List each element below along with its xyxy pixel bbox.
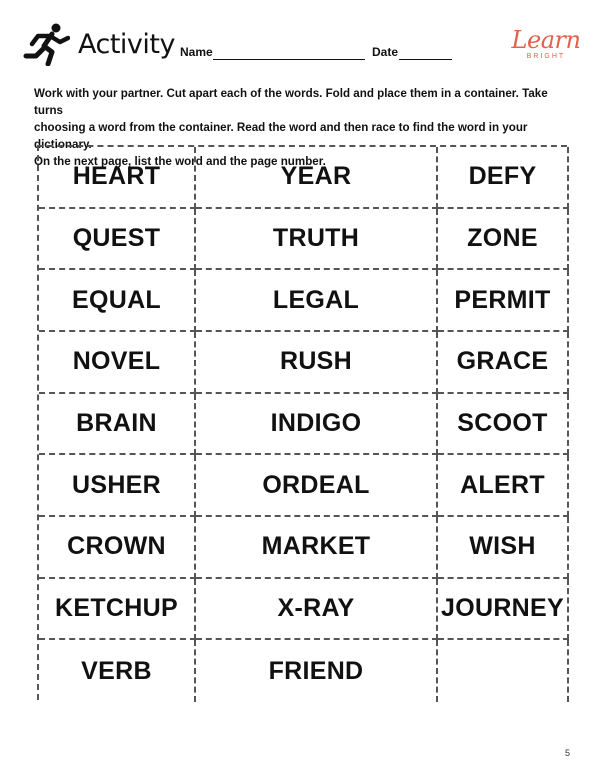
name-label: Name (180, 45, 213, 59)
name-field[interactable] (213, 59, 365, 60)
word-card: WISH (438, 517, 569, 579)
word-card: DEFY (438, 147, 569, 209)
worksheet-header (0, 0, 600, 80)
word-card: PERMIT (438, 270, 569, 332)
word-card: CROWN (39, 517, 196, 579)
word-card: ORDEAL (196, 455, 438, 517)
word-card (438, 640, 569, 702)
page-number: 5 (565, 748, 571, 758)
instruction-line: On the next page, list the word and the page number. (34, 155, 326, 168)
word-card: USHER (39, 455, 196, 517)
instruction-line: Work with your partner. Cut apart each of the words. Fold and place them in a container. Take turns (34, 87, 548, 117)
word-card: GRACE (438, 332, 569, 394)
word-card: FRIEND (196, 640, 438, 702)
instruction-line: choosing a word from the container. Read the word and then race to find the word in your dictionary. (34, 121, 528, 151)
logo-word: Learn (511, 26, 581, 54)
word-card: NOVEL (39, 332, 196, 394)
word-card: HEART (39, 147, 196, 209)
word-card: EQUAL (39, 270, 196, 332)
word-card: INDIGO (196, 394, 438, 456)
word-card: JOURNEY (438, 579, 569, 641)
word-card: BRAIN (39, 394, 196, 456)
word-card: SCOOT (438, 394, 569, 456)
date-field[interactable] (399, 59, 452, 60)
word-card: ALERT (438, 455, 569, 517)
logo-subtitle: BRIGHT (526, 53, 566, 60)
word-card: YEAR (196, 147, 438, 209)
date-label: Date (372, 45, 399, 59)
word-card: X-RAY (196, 579, 438, 641)
word-card: MARKET (196, 517, 438, 579)
word-card: LEGAL (196, 270, 438, 332)
word-card: TRUTH (196, 209, 438, 271)
running-person-icon (22, 22, 70, 66)
page-title: Activity (78, 29, 175, 60)
word-card: QUEST (39, 209, 196, 271)
word-card-grid (37, 145, 567, 700)
word-card: KETCHUP (39, 579, 196, 641)
word-card: ZONE (438, 209, 569, 271)
learn-bright-logo (508, 26, 584, 66)
word-card: RUSH (196, 332, 438, 394)
word-card: VERB (39, 640, 196, 702)
